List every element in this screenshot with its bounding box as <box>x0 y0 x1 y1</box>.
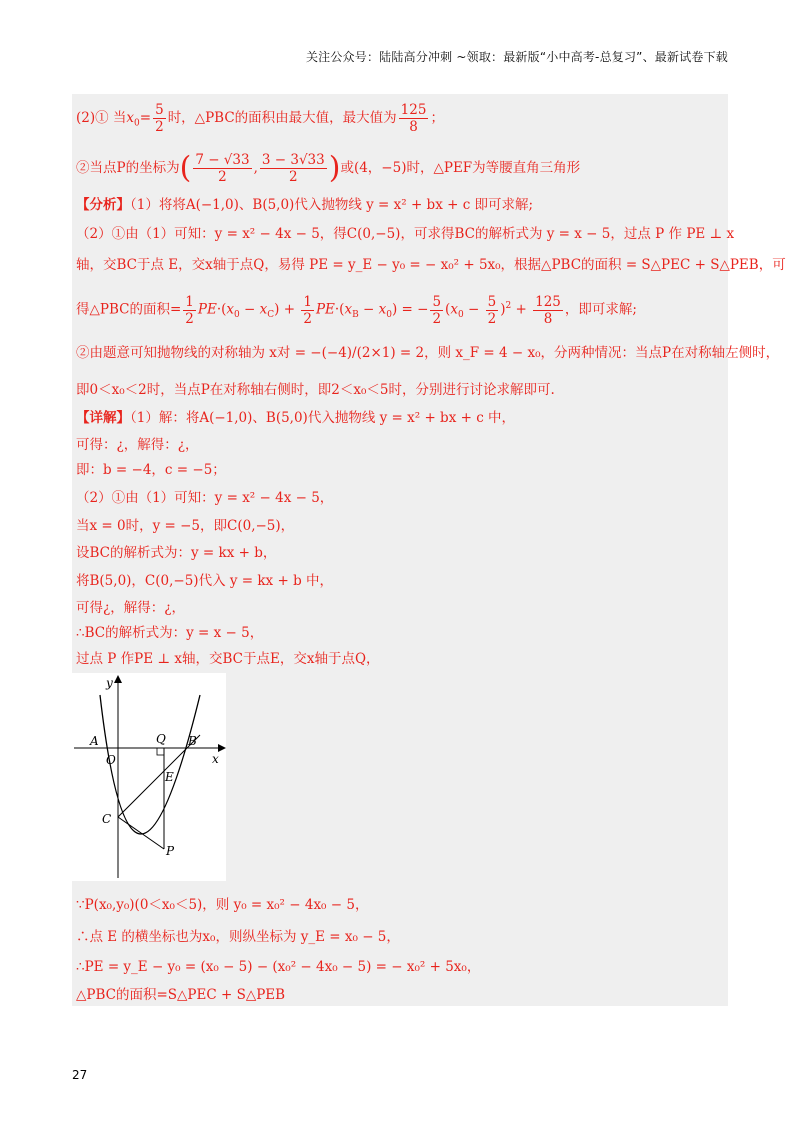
label-x: x <box>212 752 219 766</box>
analysis-line-4: 得△PBC的面积= $\frac{1}{2}$ $PE\cdot(x_0 - x_C)$ + $\frac{1}{2}$ $PE\cdot(x_B - x_0)$ = − $\frac{5}{2}$ ($x_0$ − $\frac{5}{2}$ )$^2$ + $\frac{125}{8}$ ，即可求解; <box>76 293 637 327</box>
label-y: y <box>106 676 113 690</box>
answer-line-2: ②当点P的坐标为( $\frac{7 - √33}{2}$ , $\frac{3 - 3√33}{2}$ )或(4，−5)时，△PEF为等腰直角三角形 <box>76 150 581 186</box>
detail-line-6: 设BC的解析式为：y = kx + b， <box>76 545 277 561</box>
page-number: 27 <box>72 1068 88 1082</box>
answer-line-1: (2)① 当$x_0=$ $\frac{5}{2}$ 时，△PBC的面积由最大值，最大值为 $\frac{125}{8}$ ； <box>76 102 444 135</box>
right-angle-mark <box>157 748 164 755</box>
answer-text: 时，△PBC的面积由最大值，最大值为 <box>167 110 397 126</box>
detail-line-5: 当x = 0时，y = −5，即C(0,−5)， <box>76 518 295 534</box>
detail-line-12: ∴点 E 的横坐标也为x₀，则纵坐标为 y_E = x₀ − 5， <box>76 929 400 945</box>
label-o: O <box>106 753 116 767</box>
detail-line-10: 过点 P 作PE ⊥ x轴，交BC于点E，交x轴于点Q， <box>76 651 380 667</box>
answer-text: ②当点P的坐标为 <box>76 160 180 176</box>
label-q: Q <box>156 732 166 746</box>
detail-line-9: ∴BC的解析式为：y = x − 5， <box>76 625 264 641</box>
label-p: P <box>166 844 175 858</box>
answer-text: (2)① 当 <box>76 110 127 126</box>
detail-line-7: 将B(5,0)，C(0,−5)代入 y = kx + b 中， <box>76 573 334 589</box>
detail-line-3: 即：b = −4，c = −5； <box>76 462 226 478</box>
parabola-graph <box>72 673 226 881</box>
detail-line-11: ∵P(x₀,y₀)(0＜x₀＜5)，则 y₀ = x₀² − 4x₀ − 5， <box>76 897 369 913</box>
label-e: E <box>165 770 174 784</box>
detail-line-1 <box>76 409 726 427</box>
analysis-text: （1）将将A(−1,0)、B(5,0)代入抛物线 y = x² + bx + c 即可求解; <box>130 197 534 213</box>
analysis-line-1 <box>76 196 726 214</box>
label-b: B <box>188 734 197 748</box>
analysis-text: ，即可求解; <box>564 301 637 318</box>
detail-line-8: 可得¿，解得：¿， <box>76 600 185 616</box>
detail-line-4: （2）①由（1）可知：y = x² − 4x − 5， <box>76 490 334 506</box>
parabola-figure <box>72 673 226 881</box>
analysis-line-2: （2）①由（1）可知：y = x² − 4x − 5，得C(0,−5)，可求得BC的解析式为 y = x − 5，过点 P 作 PE ⊥ x <box>76 226 735 242</box>
analysis-line-3: 轴，交BC于点 E，交x轴于点Q，易得 PE = y_E − y₀ = − x₀² + 5x₀，根据△PBC的面积 = S△PEC + S△PEB，可 <box>76 257 786 273</box>
analysis-line-5: ②由题意可知抛物线的对称轴为 x对 = −(−4)/(2×1) = 2，则 x_F = 4 − x₀，分两种情况：当点P在对称轴左侧时， <box>76 345 780 361</box>
answer-text: 或(4，−5)时，△PEF为等腰直角三角形 <box>340 160 581 176</box>
page-header: 关注公众号：陆陆高分冲刺 ~领取：最新版“小中高考-总复习”、最新试卷下载 <box>305 50 728 64</box>
detail-tag: 【详解】 <box>76 410 130 426</box>
label-a: A <box>90 734 99 748</box>
analysis-text: 得△PBC的面积= <box>76 301 182 318</box>
analysis-tag: 【分析】 <box>76 197 130 213</box>
label-c: C <box>102 812 112 826</box>
detail-line-14: △PBC的面积=S△PEC + S△PEB <box>76 987 286 1003</box>
detail-text: （1）解：将A(−1,0)、B(5,0)代入抛物线 y = x² + bx + c 中， <box>130 410 516 426</box>
detail-line-2: 可得：¿，解得：¿， <box>76 437 199 453</box>
analysis-line-6: 即0＜x₀＜2时，当点P在对称轴右侧时，即2＜x₀＜5时，分别进行讨论求解即可. <box>76 382 555 398</box>
detail-line-13: ∴PE = y_E − y₀ = (x₀ − 5) − (x₀² − 4x₀ − 5) = − x₀² + 5x₀， <box>76 959 481 975</box>
